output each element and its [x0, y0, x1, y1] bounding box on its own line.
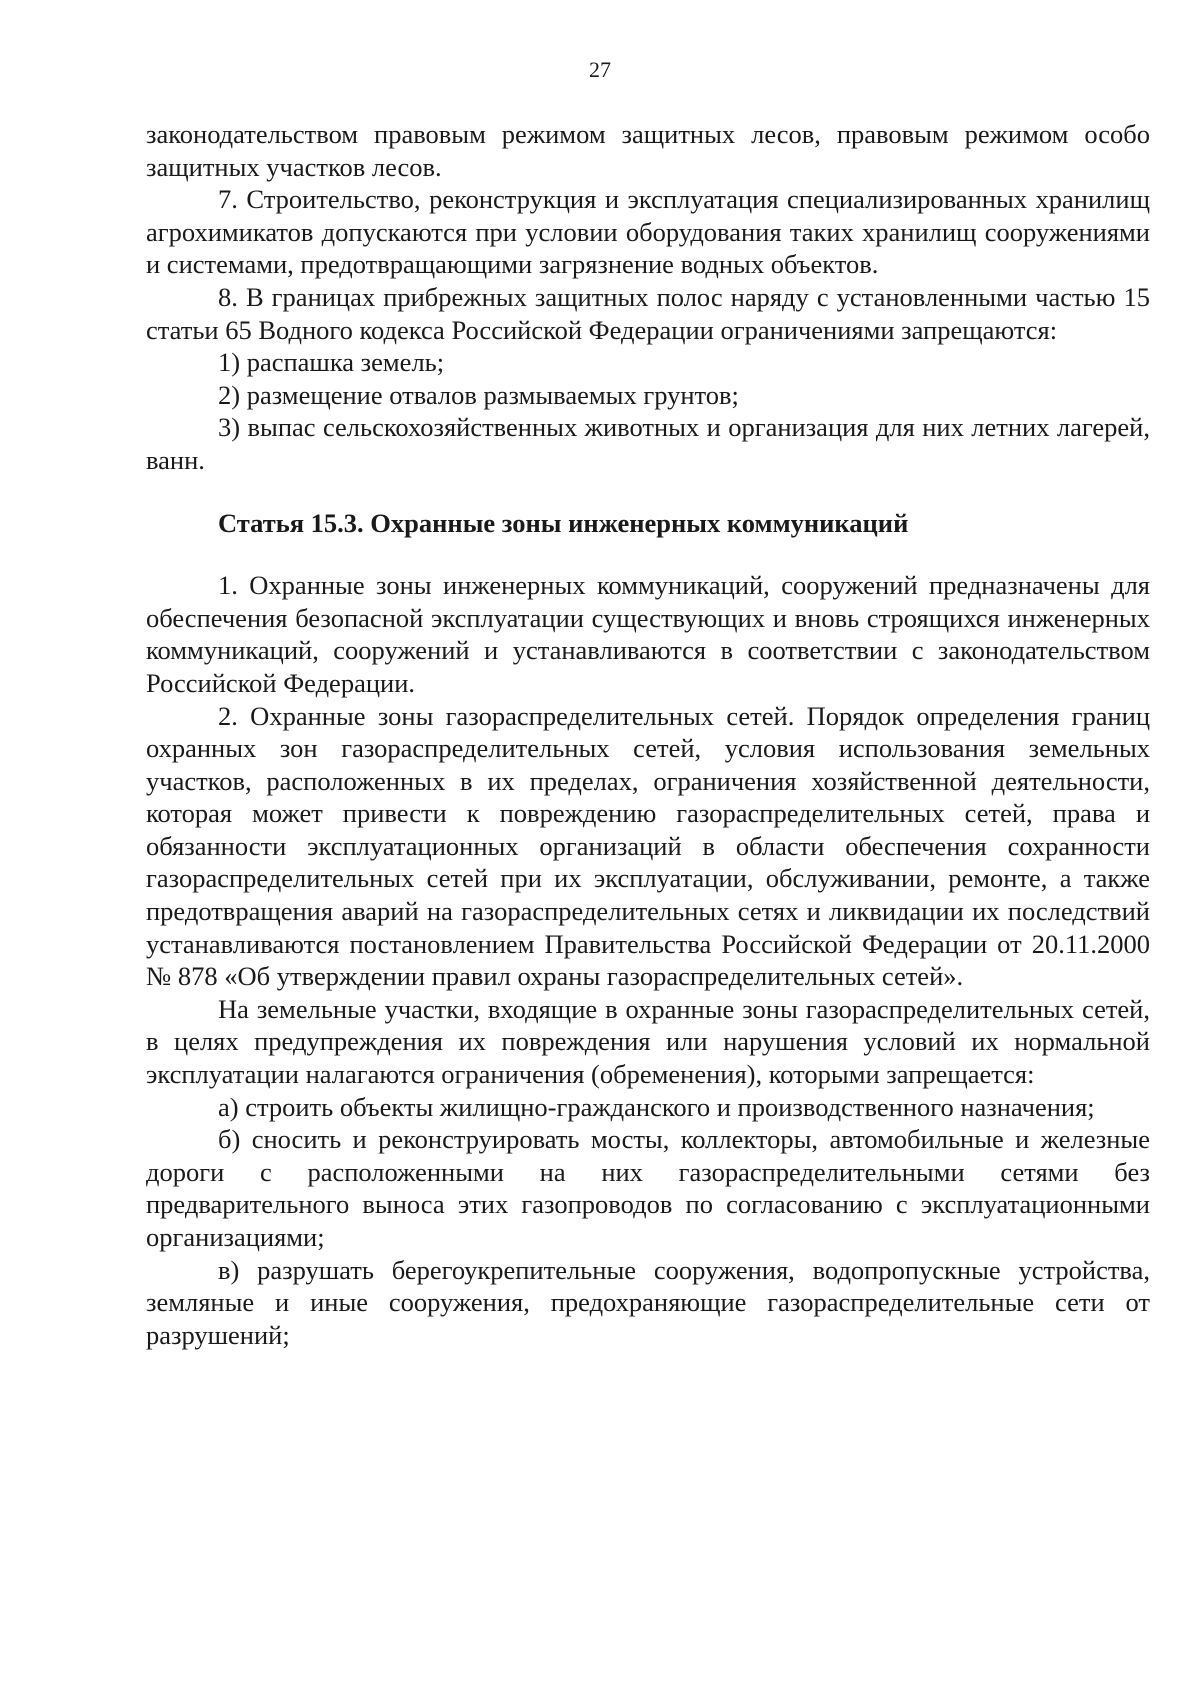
paragraph-item-7: 7. Строительство, реконструкция и эксплуатация специализированных хранилищ агрохимикатов допускаются при условии оборудования таких хранилищ сооружениями и системами, предотвращающими загрязнение водных объектов.	[146, 184, 1150, 280]
list-item-1: 1) распашка земель;	[218, 347, 445, 378]
article-heading: Статья 15.3. Охранные зоны инженерных коммуникаций	[218, 507, 909, 538]
paragraph-item-8: 8. В границах прибрежных защитных полос наряду с установленными частью 15 статьи 65 Водного кодекса Российской Федерации ограничениями запрещаются:	[146, 281, 1150, 345]
paragraph-continuation: законодательством правовым режимом защитных лесов, правовым режимом особо защитных участков лесов.	[146, 119, 1150, 182]
list-item-b: б) сносить и реконструировать мосты, коллекторы, автомобильные и железные дороги с расположенными на них газораспределительными сетями без предварительного выноса этих газопроводов по согласованию с эксплуатационными организациями;	[146, 1124, 1150, 1252]
document-body	[146, 118, 1150, 1351]
paragraph-item-1: 1. Охранные зоны инженерных коммуникаций, сооружений предназначены для обеспечения безопасной эксплуатации существующих и вновь строящихся инженерных коммуникаций, сооружений и устанавливаются в соответствии с законодательством Российской Федерации.	[146, 570, 1150, 698]
list-item-3: 3) выпас сельскохозяйственных животных и организация для них летних лагерей, ванн.	[146, 412, 1150, 475]
list-item-2: 2) размещение отвалов размываемых грунтов;	[218, 379, 739, 410]
paragraph-restrictions: На земельные участки, входящие в охранные зоны газораспределительных сетей, в целях предупреждения их повреждения или нарушения условий их нормальной эксплуатации налагаются ограничения (обременения), которыми запрещается:	[146, 993, 1150, 1090]
page-number: 27	[589, 57, 611, 82]
list-item-v: в) разрушать берегоукрепительные сооружения, водопропускные устройства, земляные и иные сооружения, предохраняющие газораспределительные сети от разрушений;	[146, 1254, 1150, 1350]
list-item-a: а) строить объекты жилищно-гражданского и производственного назначения;	[218, 1091, 1095, 1122]
paragraph-item-2: 2. Охранные зоны газораспределительных сетей. Порядок определения границ охранных зон газораспределительных сетей, условия использования земельных участков, расположенных в их пределах, ограничения хозяйственной деятельности, которая может привести к повреждению газораспределительных сетей, права и обязанности эксплуатационных организаций в области обеспечения сохранности газораспределительных сетей при их эксплуатации, обслуживании, ремонте, а также предотвращения аварий на газораспределительных сетях и ликвидации их последствий устанавливаются постановлением Правительства Российской Федерации от 20.11.2000 № 878 «Об утверждении правил охраны газораспределительных сетей».	[146, 700, 1150, 992]
